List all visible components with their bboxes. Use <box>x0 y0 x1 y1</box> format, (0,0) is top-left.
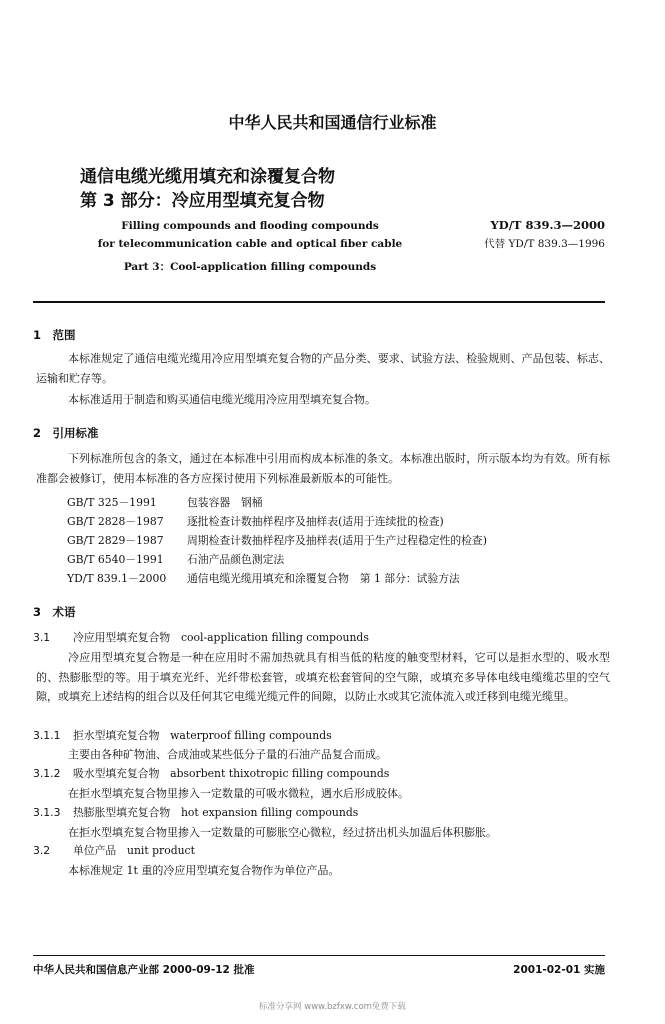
title-en-line2: for telecommunication cable and optical fiber cable <box>97 238 403 250</box>
standard-org-header: 中华人民共和国通信行业标准 <box>228 113 437 132</box>
standard-code: YD/T 839.3—2000 <box>490 218 605 232</box>
section-1-para-2: 本标准适用于制造和购买通信电缆光缆用冷应用型填充复合物。 <box>68 393 376 406</box>
watermark-text: 标准分享网 www.bzfxw.com免费下载 <box>259 1002 406 1012</box>
implement-line: 2001-02-01 实施 <box>513 964 605 976</box>
section-1-title: 1 范围 <box>33 328 76 342</box>
title-cn-line1: 通信电缆光缆用填充和涂覆复合物 <box>80 167 335 187</box>
replaces-code: 代替 YD/T 839.3—1996 <box>484 238 605 250</box>
term-3-2-body: 本标准规定 1t 重的冷应用型填充复合物作为单位产品。 <box>68 864 340 877</box>
title-en-line1: Filling compounds and flooding compounds <box>121 220 379 232</box>
title-cn-line2: 第 3 部分：冷应用型填充复合物 <box>80 191 325 211</box>
term-3-1-1-body: 主要由各种矿物油、合成油或某些低分子量的石油产品复合而成。 <box>68 748 387 761</box>
section-2-title: 2 引用标准 <box>33 426 99 440</box>
footer-rule <box>33 955 605 956</box>
ref-item: GB/T 2828－1987 逐批检查计数抽样程序及抽样表(适用于连续批的检查) <box>67 515 444 528</box>
term-3-1: 3.1 冷应用型填充复合物 cool-application filling compounds <box>33 631 369 644</box>
section-1-para-1: 本标准规定了通信电缆光缆用冷应用型填充复合物的产品分类、要求、试验方法、检验规则、产品包装、标志、运输和贮存等。 <box>36 352 610 385</box>
section-3-title: 3 术语 <box>33 605 76 619</box>
term-3-1-2: 3.1.2 吸水型填充复合物 absorbent thixotropic filling compounds <box>33 767 390 780</box>
ref-item: GB/T 2829－1987 周期检查计数抽样程序及抽样表(适用于生产过程稳定性的检查) <box>67 534 487 547</box>
term-3-2: 3.2 单位产品 unit product <box>33 844 195 857</box>
ref-item: GB/T 325－1991 包装容器 钢桶 <box>67 496 263 509</box>
header-rule <box>33 301 605 303</box>
approval-line: 中华人民共和国信息产业部 2000-09-12 批准 <box>33 964 255 976</box>
term-3-1-3-body: 在拒水型填充复合物里掺入一定数量的可膨胀空心微粒，经过挤出机头加温后体积膨胀。 <box>68 826 497 839</box>
term-3-1-1: 3.1.1 拒水型填充复合物 waterproof filling compounds <box>33 729 332 742</box>
term-3-1-3: 3.1.3 热膨胀型填充复合物 hot expansion filling compounds <box>33 806 359 819</box>
term-3-1-body: 冷应用型填充复合物是一种在应用时不需加热就具有相当低的粘度的触变型材料，它可以是拒水型的、吸水型的、热膨胀型的等。用于填充光纤、光纤带松套管，或填充松套管间的空气隙，或填充多导体电线电缆缆芯里的空气隙，或填充上述结构的组合以及任何其它电缆光缆元件的间隙，以防止水或其它流体流入或迁移到电缆光缆里。 <box>36 651 610 704</box>
section-2-para-1: 下列标准所包含的条文，通过在本标准中引用而构成本标准的条文。本标准出版时，所示版本均为有效。所有标准都会被修订，使用本标准的各方应探讨使用下列标准最新版本的可能性。 <box>36 452 610 485</box>
ref-item: YD/T 839.1－2000 通信电缆光缆用填充和涂覆复合物 第 1 部分：试验方法 <box>67 572 460 585</box>
title-en-line3: Part 3：Cool-application filling compounds <box>123 261 377 273</box>
ref-item: GB/T 6540－1991 石油产品颜色测定法 <box>67 553 285 566</box>
term-3-1-2-body: 在拒水型填充复合物里掺入一定数量的可吸水微粒，遇水后形成胶体。 <box>68 787 409 800</box>
